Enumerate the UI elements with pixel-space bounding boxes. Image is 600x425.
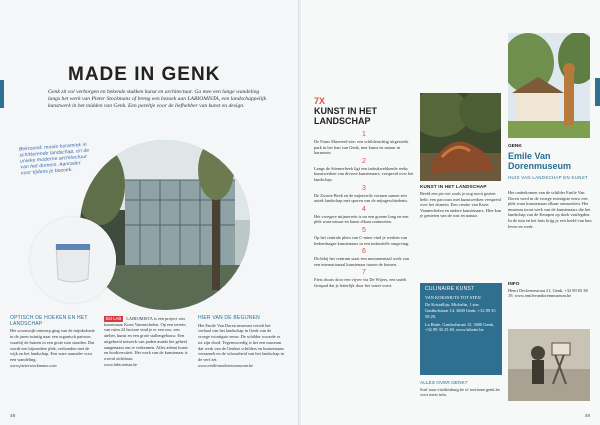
step-item — [314, 158, 414, 183]
step-text: Langs de Stiemerbeek ligt een indrukwekkende reeks kunstwerken van diverse kunstenaars, verspreid over het landschap. — [314, 165, 414, 182]
column-link[interactable]: www.emilevandorenmuseum.be — [198, 362, 254, 368]
vase-photo — [30, 217, 116, 303]
culinary-box — [420, 283, 502, 375]
step-text: De Frans Masereel-site: een schilderachtig uitgestrekt park in het hart van Genk, met kunst en natuur in harmonie. — [314, 139, 409, 156]
step-item — [314, 185, 414, 204]
step-text: Dichtbij het centrum staat een monumentaal werk van een internationaal kunstenaar tussen de bomen. — [314, 256, 409, 267]
page-number-left: 48 — [10, 414, 16, 419]
museum-title: Emile Van Dorenmuseum — [508, 151, 572, 171]
photo-caption: KUNST IN HET LANDSCHAP — [420, 184, 487, 189]
right-page-tab — [595, 78, 600, 106]
sculpture-illustration — [420, 93, 501, 181]
mid-column-text: Beeld een pic-nic zoals je nog nooit gezien hebt: een parcours met kunstwerken verspreid over het domein. Een creatie van Koen Vanmechelen en andere kunstenaars. Hier kan je genieten van de rust en natuur. — [420, 191, 501, 219]
more-info-title: ALLES OVER GENK? — [420, 381, 468, 386]
info-title: INFO — [508, 282, 520, 287]
museum-subtitle: HUIS VAN LANDSCHAP EN KUNST — [508, 175, 588, 180]
column-heading: OPTISCH DE HOEKEN EN HET LANDSCHAP — [10, 315, 88, 327]
step-number: 3 — [362, 184, 366, 192]
column-museum — [198, 316, 284, 368]
step-item — [314, 131, 414, 156]
culinary-title: CULINAIRE KUNST — [425, 286, 475, 292]
culinary-restaurant-2: La Botte, Gasthofstraat 15, 3600 Genk, +32 89 30 25 49, www.labotte.be — [425, 321, 495, 333]
step-number: 1 — [362, 131, 366, 138]
page-title: MADE IN GENK — [68, 64, 221, 85]
historic-photo — [508, 329, 590, 401]
column-link[interactable]: www.labiomista.be — [104, 361, 138, 367]
left-columns — [10, 316, 286, 406]
section-title: KUNST IN HET LANDSCHAP — [314, 106, 377, 126]
culinary-restaurant-1: De Kristallijn, Michelin, 1 ster. Gasthofstraat 14, 3600 Genk, +32 89 35 58 28. — [425, 302, 496, 319]
red-tag: BIJ LAB — [106, 316, 122, 321]
page-number-right: 49 — [584, 414, 590, 419]
step-text: Op het centrale plein van C-mine vind je werken van hedendaagse kunstenaars in een industriële omgeving. — [314, 234, 410, 246]
location-label: GENK — [508, 144, 522, 149]
sculpture-park-photo — [420, 93, 501, 181]
step-number: 4 — [362, 205, 366, 213]
handwritten-note: Bekroond: mooie keramiek in schitterende landschap, en de unieke moderne architectuur van het domein. Aanrader voor tijdens je bezoek. — [19, 142, 90, 177]
step-item — [314, 206, 414, 225]
column-labiomista — [104, 316, 190, 367]
step-item — [314, 269, 414, 288]
section-heading — [314, 96, 414, 126]
more-info-block — [420, 381, 502, 398]
step-number: 5 — [362, 226, 366, 234]
step-text: De Zwarte Beek en de mijnterrils vormen samen een uniek landschap met sporen van de mijngeschiedenis. — [314, 192, 409, 204]
museum-text: Het onderkomen van de schilder Emile Van Doren werd in de vroege twintigste eeuw een plek waar kunstenaars elkaar ontmoetten. Het museum toont werk van de kunstenaars die het landschap van de Kempen op doek vastlegden. In de tuin en het huis krijg je een beeld van hun leven en werk. — [508, 190, 592, 229]
step-item — [314, 227, 414, 246]
column-text: LABIOMISTA is een project van kunstenaar Koen Vanmechelen. Op een terrein van ruim 24 hectare vind je er een zoo, een atelier, kunst en een grote stallengebouw. Een uitgebreid netwerk van paden maakt het geheel aangenaam om te verkennen. Alles ademt kunst en biodiversiteit. Het werk van de kunstenaar is overal zichtbaar. — [104, 316, 188, 361]
step-text: Fiets dwars door een vijver via De Wijers, een uniek fietspad dat je letterlijk door het water voert. — [314, 277, 407, 288]
steps-list — [314, 131, 414, 291]
historic-illustration — [508, 329, 590, 401]
column-text: Het woonwijk-ontwerp ging van de mijnkolonie in de jaren twintig naar een organisch patroon waarbij de huizen in een grote tuin stonden. Dat wordt een bijzondere plek, verbonden met de wijk en het landschap. Een ware aanrader voor een wandeling. — [10, 328, 95, 362]
column-heading: HIER VAN DE BEGIJNEN — [198, 315, 260, 321]
left-page-tab — [0, 80, 4, 108]
section-number: 7X — [314, 96, 326, 106]
step-number: 6 — [362, 248, 366, 256]
step-item — [314, 248, 414, 267]
info-text: Henri Decleenestraat 21, Genk, +32 89 65 38 19, www.emilevandorenmuseum.be — [508, 287, 588, 299]
column-link[interactable]: www.pieterstockmans.com — [10, 362, 57, 368]
column-text: Het Emile Van Doren museum vertelt het verhaal van het landschap in Genk van de vroege twintigste eeuw. De schilder woonde er tot zijn dood. Tegenwoordig is het een museum dat werk van de Genkse schilders en kunstenaars verzamelt en de schoonheid van het landschap in de verf zet. — [198, 322, 284, 362]
info-block — [508, 282, 593, 299]
step-text: Het vroegere mijnterrein is nu een groene long en een plek waar natuur en kunst elkaar ontmoeten. — [314, 213, 409, 225]
intro-text: Genk zit vol verborgen en bekende stukken kunst en architectuur. Ga mee een lange wandeling langs het werk van Pieter Stockmans of breng een bezoek aan LABIOMISTA, een landschappelijk kunstwerk in het midden van Genk. Een pareltje voor de liefhebber van kunst en design. — [48, 89, 267, 110]
culinary-subtitle: VAN KOKSMUTS TOT STEN — [425, 294, 481, 300]
step-number: 7 — [362, 269, 366, 277]
column-pieter-stockmans — [10, 316, 96, 368]
left-page — [0, 0, 299, 425]
museum-photo — [508, 33, 590, 138]
step-number: 2 — [362, 157, 366, 165]
more-info-text: Surf naar visitlimburg.be of toerisme.genk.be voor meer info. — [420, 386, 500, 398]
vase-illustration — [30, 217, 116, 303]
museum-illustration — [508, 33, 590, 138]
